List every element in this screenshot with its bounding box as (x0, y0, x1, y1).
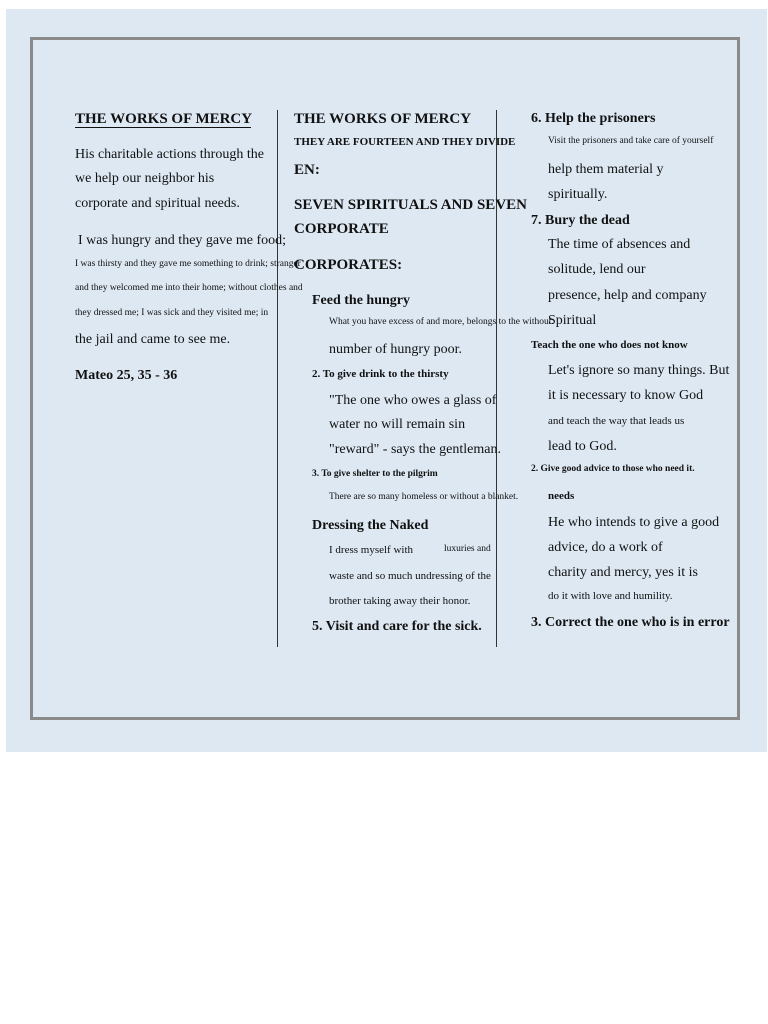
col3-item3-title: 3. Correct the one who is in error (531, 615, 730, 630)
col2-corporates-label: CORPORATES: (294, 257, 403, 273)
col2-item4-title: Dressing the Naked (312, 518, 429, 533)
col2-title: THE WORKS OF MERCY (294, 111, 472, 127)
col3-advice-text-1: He who intends to give a good (548, 515, 720, 530)
col1-reference: Mateo 25, 35 - 36 (75, 368, 178, 383)
col1-quote-line-3: and they welcomed me into their home; without clothes and (75, 283, 303, 293)
col3-item7-text-4: Spiritual (548, 313, 597, 328)
col2-subtitle: THEY ARE FOURTEEN AND THEY DIVIDE (294, 136, 516, 148)
col3-advice-text-2: advice, do a work of (548, 540, 663, 555)
col1-quote-line-2: I was thirsty and they gave me something to drink; stranger (75, 259, 301, 269)
col2-item4-text-2: waste and so much undressing of the (329, 570, 491, 582)
col3-teach-text-3: and teach the way that leads us (548, 415, 685, 427)
col3-item6-title: 6. Help the prisoners (531, 111, 656, 126)
col2-item2-text-1: "The one who owes a glass of (329, 393, 497, 408)
col3-advice-text-4: do it with love and humility. (548, 590, 673, 602)
col3-teach-text-1: Let's ignore so many things. But (548, 363, 730, 378)
col2-item3-title: 3. To give shelter to the pilgrim (312, 469, 438, 479)
col2-item1-text-2: number of hungry poor. (329, 342, 462, 357)
col3-item7-title: 7. Bury the dead (531, 213, 630, 228)
column-divider-left (277, 110, 278, 647)
col2-item1-title: Feed the hungry (312, 293, 410, 308)
col2-subtitle-2: EN: (294, 162, 320, 178)
col3-advice-needs: needs (548, 490, 575, 502)
col2-item1-text-1: What you have excess of and more, belongs to the without. (329, 317, 554, 327)
col2-heading-line-2: CORPORATE (294, 221, 389, 237)
col2-item3-text: There are so many homeless or without a blanket. (329, 492, 519, 502)
column-divider-right (496, 110, 497, 647)
col3-item7-text-1: The time of absences and (548, 237, 691, 252)
col3-advice-text-3: charity and mercy, yes it is (548, 565, 698, 580)
col1-quote-line-4: they dressed me; I was sick and they visited me; in (75, 308, 269, 318)
col3-item6-text-2: help them material y (548, 162, 664, 177)
col3-item6-text-1: Visit the prisoners and take care of yourself (548, 136, 714, 146)
col2-heading-line-1: SEVEN SPIRITUALS AND SEVEN (294, 197, 527, 213)
col3-item6-text-3: spiritually. (548, 187, 608, 202)
col1-intro-line-3: corporate and spiritual needs. (75, 196, 240, 211)
col2-item2-text-3: "reward" - says the gentleman. (329, 442, 501, 457)
col3-item7-text-2: solitude, lend our (548, 262, 646, 277)
col1-intro-line-2: we help our neighbor his (75, 171, 215, 186)
col3-teach-text-2: it is necessary to know God (548, 388, 704, 403)
col3-item7-text-3: presence, help and company (548, 288, 707, 303)
col3-advice-title: 2. Give good advice to those who need it. (531, 464, 695, 474)
col2-item4-text-1b: luxuries and (444, 544, 491, 554)
col2-item5-title: 5. Visit and care for the sick. (312, 619, 482, 634)
col2-item4-text-1: I dress myself with (329, 544, 414, 556)
col1-title: THE WORKS OF MERCY (75, 111, 253, 127)
col1-quote-line-1: I was hungry and they gave me food; (78, 233, 286, 248)
col1-quote-line-5: the jail and came to see me. (75, 332, 231, 347)
col3-teach-title: Teach the one who does not know (531, 339, 688, 351)
col1-intro-line-1: His charitable actions through the (75, 147, 264, 162)
col2-item4-text-3: brother taking away their honor. (329, 595, 471, 607)
col1-title-underline (75, 127, 251, 128)
col3-teach-text-4: lead to God. (548, 439, 617, 454)
col2-item2-title: 2. To give drink to the thirsty (312, 368, 449, 380)
col2-item2-text-2: water no will remain sin (329, 417, 466, 432)
